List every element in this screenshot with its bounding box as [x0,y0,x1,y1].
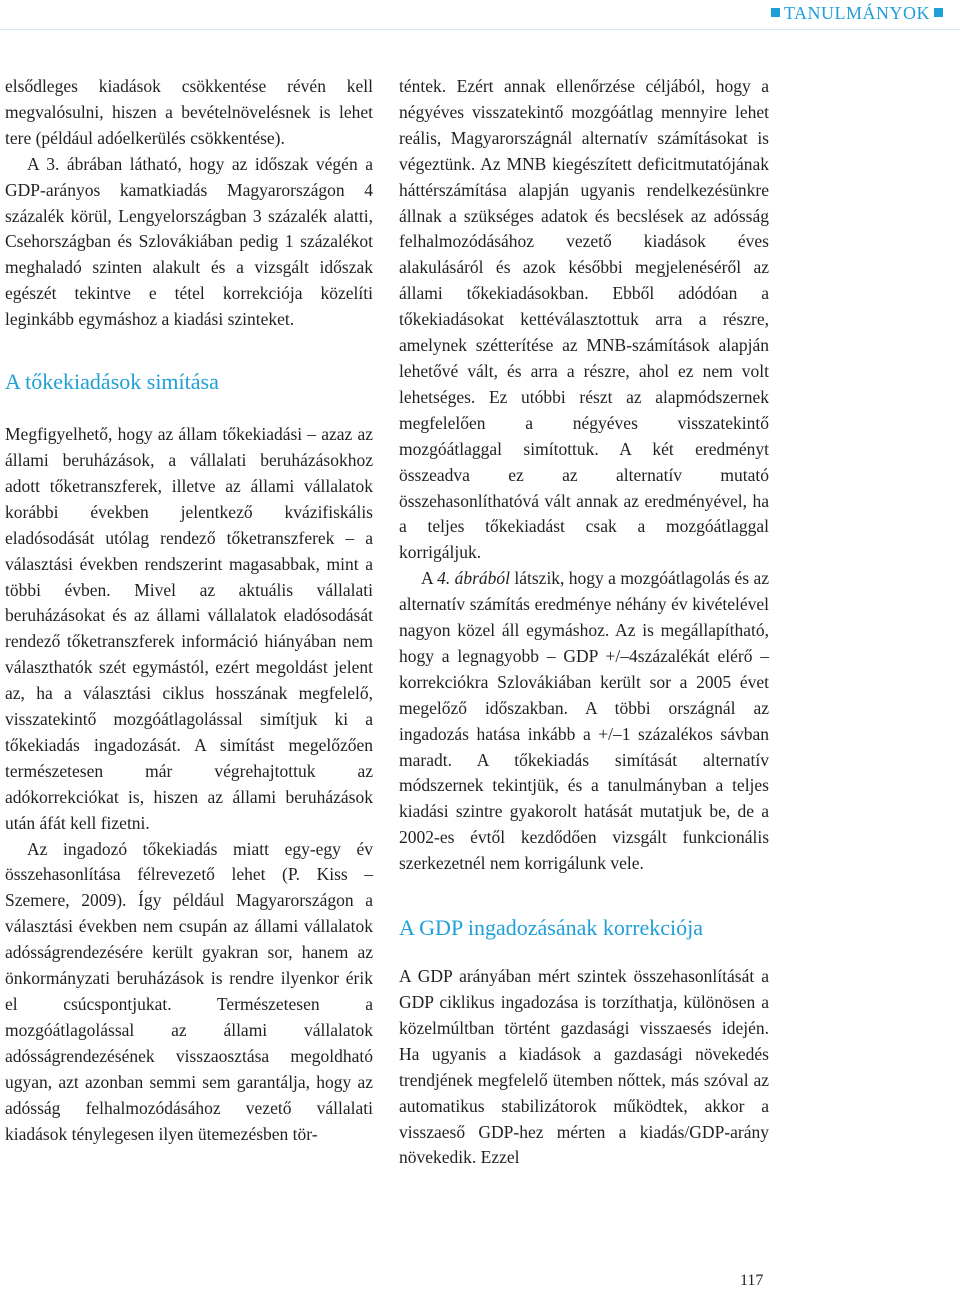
text-run: látszik, hogy a mozgóátlagolás és az alternatív számítás eredménye néhány év kivételével nagyon közel áll egymáshoz. Az is megállapítható, hogy a legnagyobb – GDP +/–4százalékát elérő – korrekciókra Szlovákiában került sor a 2005 évet megelőző időszakban. A többi országnál az ingadozás hatása inkább a +/–1 százalékos sávban maradt. A tőkekiadás simítását alternatív módszernek tekintjük, és a tanulmányban a teljes kiadási szintre gyakorolt hatását mutatjuk be, de a 2002-es évtől kezdődően vizsgált funkcionális szerkezetnél nem korrigálunk vele. [399,568,770,874]
paragraph: A GDP arányában mért szintek összehasonlítását a GDP ciklikus ingadozása is torzíthatja, különösen a közelmúltban történt gazdasági visszaesés idején. Ha ugyanis a kiadások a gazdasági növekedés trendjének megfelelő ütemben nőttek, más szóval az automatikus stabilizátorok működtek, akkor a visszaeső GDP-hez mérten a kiadás/GDP-arány növekedik. Ezzel [399,966,769,1168]
paragraph: téntek. Ezért annak ellenőrzése céljából, hogy a négyéves visszatekintő mozgóátlag mennyire lehet reális, Magyarországnál alternatív számításokat is végeztünk. Az MNB kiegészített deficitmutatójának háttérszámítása alapján ugyanis rendelkezésünkre állnak a szükséges adatok és becslések az adósság felhalmozódásához vezető kiadások éves alakulásáról és azok későbbi megjelenéséről az állami tőkekiadásokban. Ebből adódóan a tőkekiadásokat kettéválasztottuk arra a részre, amelynek szétterítése az MNB-számítások alapján lehetővé vált, és arra a részre, ahol ez nem volt lehetséges. Ez utóbbi részt az alapmódszernek megfelelően a négyéves visszatekintő mozgóátlaggal simítottuk. A két eredményt összeadva ez az alternatív mutató összehasonlíthatóvá vált annak az eredményével, ha a teljes tőkekiadást csak a mozgóátlaggal korrigáljuk. [399,76,769,563]
paragraph: A 3. ábrában látható, hogy az időszak végén a GDP-arányos kamatkiadás Magyarországon 4 százalék körül, Lengyelországban 3 százalék alatti, Csehországban és Szlovákiában pedig 1 százalékot meghaladó szinten alakult és a vizsgált időszak egészét tekintve e tétel korrekciója közelíti leginkább egymáshoz a kiadási szinteket. [5,153,373,330]
page-number: 117 [740,1272,764,1289]
header-rule [0,29,960,30]
paragraph: Az ingadozó tőkekiadás miatt egy-egy év összehasonlítása félrevezető lehet (P. Kiss – Szemere, 2009). Így például Magyarországon a választási években nem csupán az állami vállalatok adósságrendezésére került gyakran sor, hanem az önkormányzati beruházások is rendre ilyenkor érik el csúcspontjukat. Természetesen a mozgóátlagolással az állami vállalatok adósságrendezésének visszaosztása megoldható ugyan, azt azonban semmi sem garantálja, hogy az adósság felhalmozódásához vezető vállalati kiadások ténylegesen ilyen ütemezésben tör- [5,838,373,1144]
figure-reference: 4. ábrából [437,568,510,589]
text-run: A [421,568,438,589]
left-column [5,74,373,1147]
square-bullet-icon [771,8,780,17]
paragraph: Megfigyelhető, hogy az állam tőkekiadási – azaz az állami beruházások, a vállalati beruházásokhoz adott tőketranszferek, illetve az állami vállalatok korábbi években jelentkező kvázifiskális eladósodását utólag rendező tőketranszferek – a választási években rendszerint magasabbak, mint a többi évben. Mivel az aktuális vállalati beruházásokat és az állami vállalatok eladósodását rendező tőketranszferek információ hiányában nem választhatók szét egymástól, ezért megoldást jelent az, ha a választási ciklus hosszának megfelelő, visszatekintő mozgóátlagolással simítjuk ki a tőkekiadás ingadozását. A simítást megelőzően természetesen már végrehajtottuk az adókorrekciókat is, hiszen az állami beruházások után áfát kell fizetni. [5,424,373,833]
running-header [767,3,947,24]
right-column [399,74,769,1171]
paragraph: elsődleges kiadások csökkentése révén kell megvalósulni, hiszen a bevételnövelésnek is lehet tere (például adóelkerülés csökkentése). [5,76,373,148]
section-label: TANULMÁNYOK [783,3,930,23]
section-heading: A tőkekiadások simítása [5,369,219,395]
paragraph [399,566,769,877]
section-heading: A GDP ingadozásának korrekciója [399,915,704,941]
square-bullet-icon [934,8,943,17]
